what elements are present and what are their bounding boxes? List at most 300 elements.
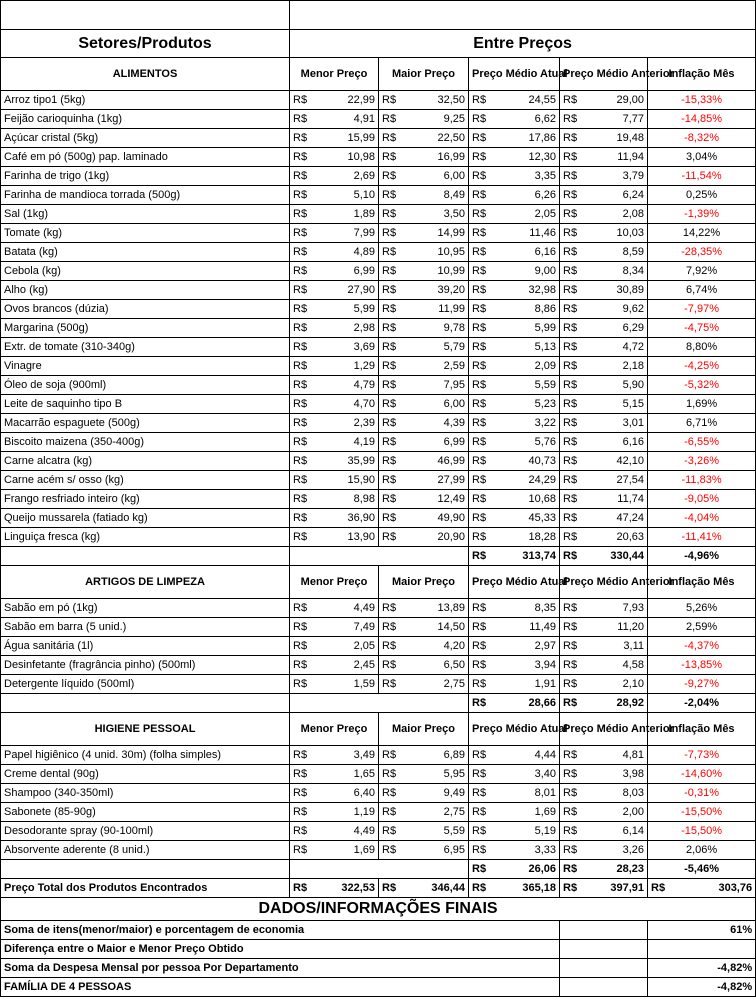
- avg-price: 1,69: [493, 803, 560, 822]
- avg-currency: R$: [469, 784, 493, 803]
- product-name: Sal (1kg): [1, 205, 290, 224]
- min-currency: R$: [290, 186, 314, 205]
- avg-currency: R$: [469, 395, 493, 414]
- avg-price: 5,19: [493, 822, 560, 841]
- prev-price: 3,01: [584, 414, 648, 433]
- avg-price: 5,23: [493, 395, 560, 414]
- max-currency: R$: [379, 186, 403, 205]
- gt-prev-currency: R$: [560, 879, 584, 898]
- inflation-value: -11,54%: [648, 167, 756, 186]
- min-price: 2,69: [314, 167, 379, 186]
- table-row: [1, 414, 756, 433]
- inflation-value: -5,32%: [648, 376, 756, 395]
- product-name: Margarina (500g): [1, 319, 290, 338]
- table-row: [1, 841, 756, 860]
- prev-currency: R$: [560, 395, 584, 414]
- avg-currency: R$: [469, 186, 493, 205]
- grand-total-avg: 365,18: [493, 879, 560, 898]
- inflation-value: -11,41%: [648, 528, 756, 547]
- avg-currency: R$: [469, 528, 493, 547]
- table-row: [1, 148, 756, 167]
- avg-price: 11,46: [493, 224, 560, 243]
- product-name: Linguiça fresca (kg): [1, 528, 290, 547]
- table-row: [1, 205, 756, 224]
- table-row: [1, 509, 756, 528]
- inflation-value: 7,92%: [648, 262, 756, 281]
- avg-price: 9,00: [493, 262, 560, 281]
- prev-currency: R$: [560, 490, 584, 509]
- table-row: [1, 452, 756, 471]
- prev-price: 8,34: [584, 262, 648, 281]
- product-name: Macarrão espaguete (500g): [1, 414, 290, 433]
- final-row: [1, 959, 756, 978]
- max-currency: R$: [379, 281, 403, 300]
- inflation-value: -4,75%: [648, 319, 756, 338]
- prev-currency: R$: [560, 243, 584, 262]
- avg-currency: R$: [469, 205, 493, 224]
- min-currency: R$: [290, 205, 314, 224]
- inflation-value: -7,73%: [648, 746, 756, 765]
- inflation-value: -28,35%: [648, 243, 756, 262]
- table-row: [1, 765, 756, 784]
- product-name: Shampoo (340-350ml): [1, 784, 290, 803]
- min-currency: R$: [290, 357, 314, 376]
- total-prev: 330,44: [584, 547, 648, 566]
- max-price: 39,20: [403, 281, 469, 300]
- min-price: 6,99: [314, 262, 379, 281]
- min-price: 22,99: [314, 91, 379, 110]
- prev-price: 27,54: [584, 471, 648, 490]
- final-row: [1, 940, 756, 959]
- col-avg-prev-header: Preço Médio Anterior: [560, 58, 648, 91]
- avg-price: 3,35: [493, 167, 560, 186]
- max-price: 7,95: [403, 376, 469, 395]
- avg-currency: R$: [469, 338, 493, 357]
- prev-currency: R$: [560, 471, 584, 490]
- table-row: [1, 243, 756, 262]
- total-inflation: -4,96%: [648, 547, 756, 566]
- prev-price: 42,10: [584, 452, 648, 471]
- product-name: Sabonete (85-90g): [1, 803, 290, 822]
- prev-currency: R$: [560, 300, 584, 319]
- prev-price: 30,89: [584, 281, 648, 300]
- min-price: 4,79: [314, 376, 379, 395]
- min-currency: R$: [290, 490, 314, 509]
- table-row: [1, 376, 756, 395]
- total-prev-currency: R$: [560, 860, 584, 879]
- avg-price: 40,73: [493, 452, 560, 471]
- max-price: 6,89: [403, 746, 469, 765]
- prev-currency: R$: [560, 186, 584, 205]
- table-row: [1, 357, 756, 376]
- table-row: [1, 618, 756, 637]
- min-price: 1,19: [314, 803, 379, 822]
- prev-currency: R$: [560, 414, 584, 433]
- prev-price: 2,00: [584, 803, 648, 822]
- max-price: 46,99: [403, 452, 469, 471]
- product-name: Frango resfriado inteiro (kg): [1, 490, 290, 509]
- product-name: Batata (kg): [1, 243, 290, 262]
- max-currency: R$: [379, 746, 403, 765]
- avg-price: 1,91: [493, 675, 560, 694]
- prev-price: 3,79: [584, 167, 648, 186]
- max-price: 49,90: [403, 509, 469, 528]
- total-prev-currency: R$: [560, 547, 584, 566]
- col-avg-prev-header: Preço Médio Anterior: [560, 713, 648, 746]
- table-row: [1, 599, 756, 618]
- prev-price: 8,59: [584, 243, 648, 262]
- min-currency: R$: [290, 509, 314, 528]
- min-price: 1,69: [314, 841, 379, 860]
- max-currency: R$: [379, 91, 403, 110]
- avg-currency: R$: [469, 433, 493, 452]
- min-currency: R$: [290, 281, 314, 300]
- max-price: 10,95: [403, 243, 469, 262]
- inflation-value: -15,50%: [648, 803, 756, 822]
- inflation-value: -4,25%: [648, 357, 756, 376]
- avg-price: 8,86: [493, 300, 560, 319]
- avg-currency: R$: [469, 746, 493, 765]
- max-currency: R$: [379, 148, 403, 167]
- min-price: 7,49: [314, 618, 379, 637]
- min-currency: R$: [290, 746, 314, 765]
- total-avg: 313,74: [493, 547, 560, 566]
- product-name: Carne acém s/ osso (kg): [1, 471, 290, 490]
- inflation-value: -8,32%: [648, 129, 756, 148]
- product-name: Cebola (kg): [1, 262, 290, 281]
- min-price: 8,98: [314, 490, 379, 509]
- avg-price: 8,01: [493, 784, 560, 803]
- blank-top-left: [1, 1, 290, 30]
- min-price: 10,98: [314, 148, 379, 167]
- prev-price: 4,81: [584, 746, 648, 765]
- max-price: 6,99: [403, 433, 469, 452]
- prev-currency: R$: [560, 148, 584, 167]
- max-currency: R$: [379, 452, 403, 471]
- prev-currency: R$: [560, 129, 584, 148]
- max-currency: R$: [379, 395, 403, 414]
- min-price: 1,29: [314, 357, 379, 376]
- max-price: 13,89: [403, 599, 469, 618]
- max-price: 12,49: [403, 490, 469, 509]
- prev-price: 19,48: [584, 129, 648, 148]
- product-name: Farinha de mandioca torrada (500g): [1, 186, 290, 205]
- prev-currency: R$: [560, 841, 584, 860]
- product-name: Ovos brancos (dúzia): [1, 300, 290, 319]
- prev-currency: R$: [560, 656, 584, 675]
- prev-price: 6,16: [584, 433, 648, 452]
- prev-price: 29,00: [584, 91, 648, 110]
- avg-currency: R$: [469, 414, 493, 433]
- max-currency: R$: [379, 528, 403, 547]
- product-name: Tomate (kg): [1, 224, 290, 243]
- prev-price: 5,90: [584, 376, 648, 395]
- max-currency: R$: [379, 300, 403, 319]
- final-blank: [560, 959, 648, 978]
- avg-price: 10,68: [493, 490, 560, 509]
- table-row: [1, 433, 756, 452]
- inflation-value: 8,80%: [648, 338, 756, 357]
- min-currency: R$: [290, 319, 314, 338]
- max-price: 5,79: [403, 338, 469, 357]
- min-price: 1,65: [314, 765, 379, 784]
- table-row: [1, 490, 756, 509]
- total-blank-mid: [290, 860, 469, 879]
- prev-price: 2,08: [584, 205, 648, 224]
- prev-currency: R$: [560, 167, 584, 186]
- min-currency: R$: [290, 395, 314, 414]
- max-currency: R$: [379, 414, 403, 433]
- max-price: 2,75: [403, 803, 469, 822]
- min-currency: R$: [290, 148, 314, 167]
- table-row: [1, 675, 756, 694]
- inflation-value: -11,83%: [648, 471, 756, 490]
- product-name: Café em pó (500g) pap. laminado: [1, 148, 290, 167]
- min-price: 4,49: [314, 822, 379, 841]
- final-label: Soma de itens(menor/maior) e porcentagem de economia: [1, 921, 560, 940]
- min-currency: R$: [290, 224, 314, 243]
- section-total-row: [1, 547, 756, 566]
- avg-currency: R$: [469, 110, 493, 129]
- table-row: [1, 129, 756, 148]
- max-currency: R$: [379, 433, 403, 452]
- max-currency: R$: [379, 599, 403, 618]
- min-price: 2,98: [314, 319, 379, 338]
- inflation-value: 6,71%: [648, 414, 756, 433]
- prev-price: 3,26: [584, 841, 648, 860]
- avg-currency: R$: [469, 167, 493, 186]
- avg-price: 3,22: [493, 414, 560, 433]
- section-total-row: [1, 694, 756, 713]
- product-name: Sabão em barra (5 unid.): [1, 618, 290, 637]
- inflation-value: -6,55%: [648, 433, 756, 452]
- inflation-value: -15,33%: [648, 91, 756, 110]
- max-currency: R$: [379, 110, 403, 129]
- max-price: 27,99: [403, 471, 469, 490]
- avg-price: 2,97: [493, 637, 560, 656]
- prev-price: 6,24: [584, 186, 648, 205]
- prev-price: 11,20: [584, 618, 648, 637]
- section-name: HIGIENE PESSOAL: [1, 713, 290, 746]
- min-currency: R$: [290, 599, 314, 618]
- section-header: [1, 713, 756, 746]
- prev-currency: R$: [560, 110, 584, 129]
- max-currency: R$: [379, 618, 403, 637]
- max-price: 6,95: [403, 841, 469, 860]
- max-currency: R$: [379, 243, 403, 262]
- avg-price: 3,94: [493, 656, 560, 675]
- final-title-row: [1, 898, 756, 921]
- min-currency: R$: [290, 841, 314, 860]
- min-price: 15,99: [314, 129, 379, 148]
- min-price: 2,05: [314, 637, 379, 656]
- final-blank: [560, 978, 648, 997]
- final-value: 61%: [648, 921, 756, 940]
- max-price: 22,50: [403, 129, 469, 148]
- total-inflation: -5,46%: [648, 860, 756, 879]
- max-currency: R$: [379, 656, 403, 675]
- prev-currency: R$: [560, 803, 584, 822]
- max-price: 9,49: [403, 784, 469, 803]
- min-price: 7,99: [314, 224, 379, 243]
- prev-price: 2,10: [584, 675, 648, 694]
- max-price: 4,39: [403, 414, 469, 433]
- final-value: -4,82%: [648, 978, 756, 997]
- min-currency: R$: [290, 91, 314, 110]
- avg-price: 5,59: [493, 376, 560, 395]
- prev-currency: R$: [560, 338, 584, 357]
- prev-price: 8,03: [584, 784, 648, 803]
- prev-currency: R$: [560, 618, 584, 637]
- col-max-header: Maior Preço: [379, 58, 469, 91]
- product-name: Carne alcatra (kg): [1, 452, 290, 471]
- min-price: 5,99: [314, 300, 379, 319]
- prev-currency: R$: [560, 224, 584, 243]
- prev-currency: R$: [560, 281, 584, 300]
- gt-max-currency: R$: [379, 879, 403, 898]
- avg-currency: R$: [469, 281, 493, 300]
- prev-currency: R$: [560, 319, 584, 338]
- table-row: [1, 656, 756, 675]
- product-name: Vinagre: [1, 357, 290, 376]
- total-prev: 28,92: [584, 694, 648, 713]
- product-name: Leite de saquinho tipo B: [1, 395, 290, 414]
- inflation-value: 6,74%: [648, 281, 756, 300]
- inflation-value: -13,85%: [648, 656, 756, 675]
- table-row: [1, 224, 756, 243]
- max-price: 14,99: [403, 224, 469, 243]
- product-name: Papel higiênico (4 unid. 30m) (folha simples): [1, 746, 290, 765]
- avg-currency: R$: [469, 618, 493, 637]
- prev-currency: R$: [560, 509, 584, 528]
- min-price: 4,19: [314, 433, 379, 452]
- max-price: 5,59: [403, 822, 469, 841]
- max-currency: R$: [379, 357, 403, 376]
- prev-price: 3,11: [584, 637, 648, 656]
- avg-currency: R$: [469, 471, 493, 490]
- total-avg-currency: R$: [469, 860, 493, 879]
- col-inflation-header: Inflação Mês: [648, 566, 756, 599]
- table-row: [1, 528, 756, 547]
- prev-currency: R$: [560, 433, 584, 452]
- table-row: [1, 186, 756, 205]
- prev-price: 6,14: [584, 822, 648, 841]
- inflation-value: 2,06%: [648, 841, 756, 860]
- max-price: 3,50: [403, 205, 469, 224]
- min-price: 4,49: [314, 599, 379, 618]
- max-price: 9,78: [403, 319, 469, 338]
- prev-currency: R$: [560, 637, 584, 656]
- min-currency: R$: [290, 262, 314, 281]
- table-row: [1, 262, 756, 281]
- gt-avg-currency: R$: [469, 879, 493, 898]
- prev-price: 6,29: [584, 319, 648, 338]
- max-currency: R$: [379, 205, 403, 224]
- min-price: 2,45: [314, 656, 379, 675]
- inflation-value: -0,31%: [648, 784, 756, 803]
- product-name: Óleo de soja (900ml): [1, 376, 290, 395]
- avg-currency: R$: [469, 599, 493, 618]
- avg-currency: R$: [469, 637, 493, 656]
- grand-total-extra-value: 303,76: [718, 882, 753, 894]
- title-left: Setores/Produtos: [1, 30, 290, 58]
- max-price: 16,99: [403, 148, 469, 167]
- avg-price: 24,29: [493, 471, 560, 490]
- section-name: ARTIGOS DE LIMPEZA: [1, 566, 290, 599]
- avg-price: 2,05: [493, 205, 560, 224]
- prev-price: 47,24: [584, 509, 648, 528]
- prev-price: 4,58: [584, 656, 648, 675]
- max-currency: R$: [379, 822, 403, 841]
- product-name: Queijo mussarela (fatiado kg): [1, 509, 290, 528]
- avg-currency: R$: [469, 357, 493, 376]
- max-currency: R$: [379, 129, 403, 148]
- col-max-header: Maior Preço: [379, 566, 469, 599]
- total-inflation: -2,04%: [648, 694, 756, 713]
- total-avg-currency: R$: [469, 547, 493, 566]
- table-row: [1, 784, 756, 803]
- max-price: 5,95: [403, 765, 469, 784]
- prev-price: 10,03: [584, 224, 648, 243]
- max-price: 32,50: [403, 91, 469, 110]
- table-row: [1, 471, 756, 490]
- inflation-value: -7,97%: [648, 300, 756, 319]
- avg-currency: R$: [469, 319, 493, 338]
- col-max-header: Maior Preço: [379, 713, 469, 746]
- min-price: 13,90: [314, 528, 379, 547]
- prev-price: 20,63: [584, 528, 648, 547]
- min-price: 4,70: [314, 395, 379, 414]
- min-currency: R$: [290, 784, 314, 803]
- total-prev: 28,23: [584, 860, 648, 879]
- product-name: Creme dental (90g): [1, 765, 290, 784]
- avg-currency: R$: [469, 300, 493, 319]
- min-price: 6,40: [314, 784, 379, 803]
- max-price: 10,99: [403, 262, 469, 281]
- prev-currency: R$: [560, 376, 584, 395]
- avg-price: 3,40: [493, 765, 560, 784]
- max-currency: R$: [379, 765, 403, 784]
- avg-currency: R$: [469, 509, 493, 528]
- avg-price: 45,33: [493, 509, 560, 528]
- inflation-value: -9,05%: [648, 490, 756, 509]
- product-name: Biscoito maizena (350-400g): [1, 433, 290, 452]
- col-inflation-header: Inflação Mês: [648, 713, 756, 746]
- product-name: Açúcar cristal (5kg): [1, 129, 290, 148]
- min-currency: R$: [290, 110, 314, 129]
- grand-total-label: Preço Total dos Produtos Encontrados: [1, 879, 290, 898]
- table-row: [1, 167, 756, 186]
- product-name: Desodorante spray (90-100ml): [1, 822, 290, 841]
- grand-total-prev: 397,91: [584, 879, 648, 898]
- max-currency: R$: [379, 224, 403, 243]
- avg-currency: R$: [469, 224, 493, 243]
- min-price: 4,89: [314, 243, 379, 262]
- product-name: Absorvente aderente (8 unid.): [1, 841, 290, 860]
- final-row: [1, 978, 756, 997]
- max-price: 6,50: [403, 656, 469, 675]
- max-currency: R$: [379, 784, 403, 803]
- min-price: 15,90: [314, 471, 379, 490]
- avg-currency: R$: [469, 452, 493, 471]
- avg-currency: R$: [469, 675, 493, 694]
- avg-currency: R$: [469, 376, 493, 395]
- table-row: [1, 300, 756, 319]
- product-name: Água sanitária (1l): [1, 637, 290, 656]
- max-price: 6,00: [403, 167, 469, 186]
- product-name: Arroz tipo1 (5kg): [1, 91, 290, 110]
- grand-total-max: 346,44: [403, 879, 469, 898]
